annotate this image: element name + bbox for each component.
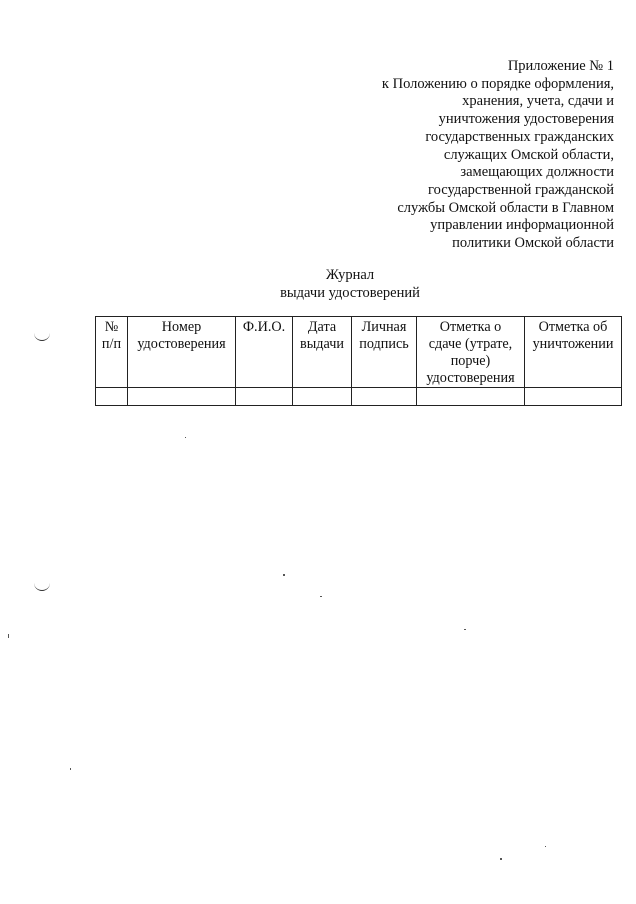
scan-speck — [8, 634, 9, 638]
header-text: Отметка о — [439, 319, 502, 335]
header-text: Личная — [361, 319, 407, 335]
scan-mark-arc — [34, 330, 50, 341]
col-number — [96, 317, 128, 388]
table-cell[interactable] — [128, 388, 236, 406]
scan-speck — [70, 768, 71, 770]
header-text: удостоверения — [426, 370, 515, 386]
col-full-name — [236, 317, 293, 388]
table-cell[interactable] — [352, 388, 417, 406]
header-text: сдаче (утрате, — [428, 336, 513, 352]
scan-speck — [500, 858, 502, 860]
table-cell[interactable] — [236, 388, 293, 406]
header-text: Ф.И.О. — [242, 319, 286, 335]
appendix-line: служащих Омской области, — [443, 146, 614, 163]
header-text: порче) — [450, 353, 491, 369]
appendix-line: замещающих должности — [460, 164, 614, 181]
appendix-line: к Положению о порядке оформления, — [381, 75, 614, 92]
scan-speck — [283, 574, 285, 576]
scan-speck — [545, 846, 546, 847]
table-row — [96, 388, 622, 406]
header-text: Отметка об — [538, 319, 608, 335]
table-header-row — [96, 317, 622, 388]
appendix-line: государственных гражданских — [425, 128, 614, 145]
scan-speck — [185, 437, 186, 438]
col-issue-date — [293, 317, 352, 388]
col-destruction-mark — [525, 317, 622, 388]
header-text: уничтожении — [532, 336, 614, 352]
header-text: подпись — [359, 336, 409, 352]
col-certificate-number — [128, 317, 236, 388]
col-return-mark — [417, 317, 525, 388]
table-cell[interactable] — [293, 388, 352, 406]
header-text: Дата — [307, 319, 337, 335]
table-cell[interactable] — [417, 388, 525, 406]
table-cell[interactable] — [525, 388, 622, 406]
header-text: № — [104, 319, 119, 335]
scan-speck — [320, 596, 322, 597]
appendix-line: хранения, учета, сдачи и — [462, 93, 614, 110]
appendix-header — [314, 58, 614, 253]
header-text: п/п — [101, 336, 122, 352]
table-cell[interactable] — [96, 388, 128, 406]
scan-speck — [464, 629, 466, 630]
col-signature — [352, 317, 417, 388]
title-line-1: Журнал — [325, 267, 375, 283]
appendix-line: управлении информационной — [430, 217, 614, 234]
appendix-line: уничтожения удостоверения — [438, 111, 614, 128]
header-text: Номер — [161, 319, 202, 335]
appendix-line: Приложение № 1 — [507, 58, 614, 74]
appendix-line: государственной гражданской — [428, 181, 614, 198]
appendix-line: службы Омской области в Главном — [397, 199, 614, 216]
scan-mark-arc — [34, 580, 50, 591]
header-text: выдачи — [300, 336, 344, 352]
header-text: удостоверения — [137, 336, 226, 352]
journal-table — [95, 316, 622, 406]
title-line-2: выдачи удостоверений — [280, 285, 420, 301]
appendix-line: политики Омской области — [452, 235, 614, 252]
journal-title — [230, 266, 470, 302]
